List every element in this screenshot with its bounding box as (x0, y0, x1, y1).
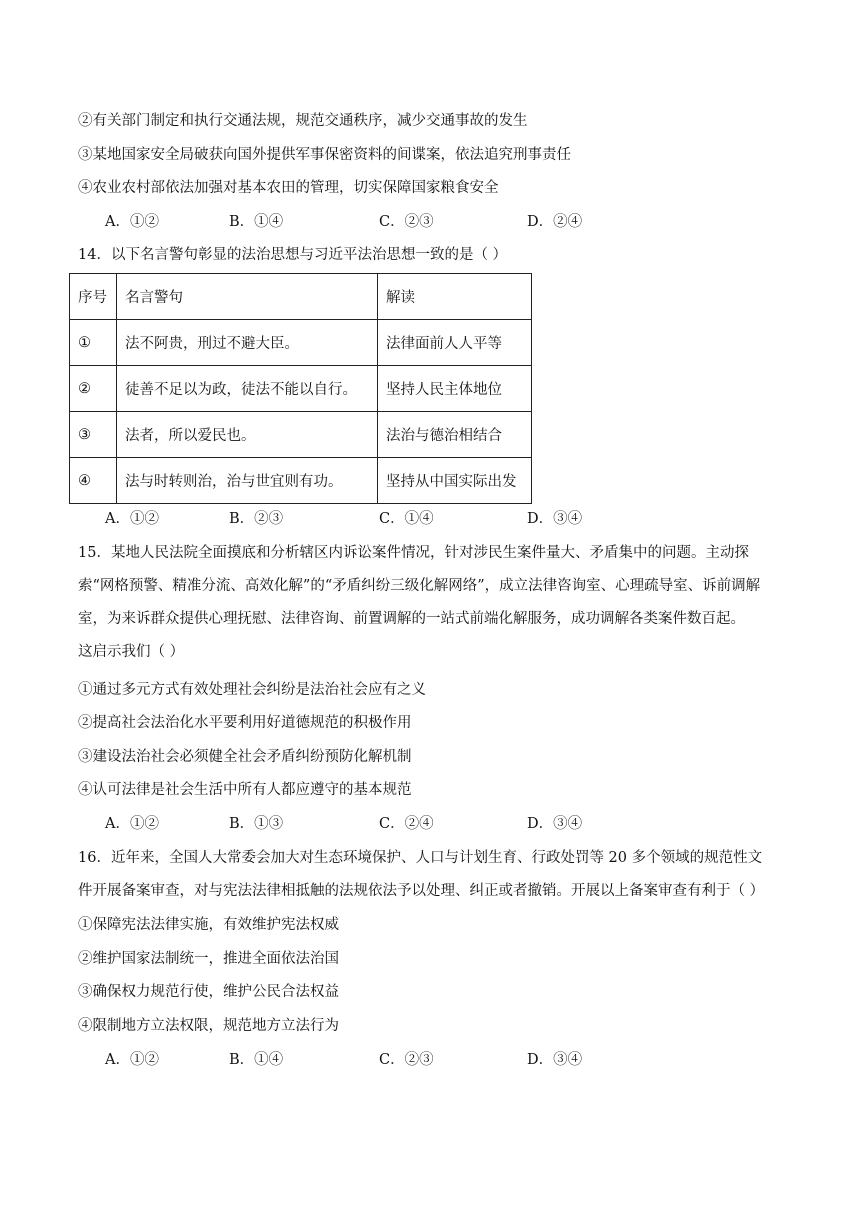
q16-option-d: D．③④ (527, 1052, 583, 1068)
q15-option-c: C．②④ (379, 816, 434, 832)
q14-option-a: A．①② (105, 511, 159, 527)
q16-option-c: C．②③ (379, 1052, 434, 1068)
q15-stem-line: 室，为来诉群众提供心理抚慰、法律咨询、前置调解的一站式前端化解服务，成功调解各类案件数百起。 (78, 611, 745, 627)
header-number: 序号 (70, 274, 117, 320)
row-quote: 法与时转则治，治与世宜则有功。 (117, 458, 378, 504)
q16-stem (78, 842, 788, 908)
row-number: ① (70, 320, 117, 366)
q15-stem-line: 这启示我们（ ） (78, 644, 185, 660)
row-interpretation: 法律面前人人平等 (378, 320, 532, 366)
q16-item-1: ①保障宪法法律实施，有效维护宪法权威 (78, 917, 339, 933)
q14-option-b: B．②③ (229, 511, 284, 527)
q16-item-3: ③确保权力规范行使，维护公民合法权益 (78, 984, 339, 1000)
q16-item-4: ④限制地方立法权限，规范地方立法行为 (78, 1018, 339, 1034)
q15-option-a: A．①② (105, 816, 159, 832)
row-number: ④ (70, 458, 117, 504)
row-quote: 徒善不足以为政，徒法不能以自行。 (117, 366, 378, 412)
q15-option-b: B．①③ (229, 816, 284, 832)
q15-stem-line: 15．某地人民法院全面摸底和分析辖区内诉讼案件情况，针对涉民生案件量大、矛盾集中的问题。主动探 (78, 545, 749, 561)
q13-option-a: A．①② (105, 214, 159, 230)
table-row (70, 366, 532, 412)
row-interpretation: 坚持人民主体地位 (378, 366, 532, 412)
row-interpretation: 坚持从中国实际出发 (378, 458, 532, 504)
row-quote: 法者，所以爱民也。 (117, 412, 378, 458)
q14-option-d: D．③④ (527, 511, 583, 527)
q13-item-3: ③某地国家安全局破获向国外提供军事保密资料的间谍案，依法追究刑事责任 (78, 147, 571, 163)
q13-option-d: D．②④ (527, 214, 583, 230)
quote-table (69, 273, 532, 504)
q16-option-b: B．①④ (229, 1052, 284, 1068)
q15-item-1: ①通过多元方式有效处理社会纠纷是法治社会应有之义 (78, 682, 426, 698)
q16-stem-line: 件开展备案审查，对与宪法法律相抵触的法规依法予以处理、纠正或者撤销。开展以上备案审查有利于（ ） (78, 883, 765, 899)
row-quote: 法不阿贵，刑过不避大臣。 (117, 320, 378, 366)
table-header-row (70, 274, 532, 320)
q13-option-c: C．②③ (379, 214, 434, 230)
header-interpretation: 解读 (378, 274, 532, 320)
q13-options (105, 212, 705, 232)
row-number: ② (70, 366, 117, 412)
q15-option-d: D．③④ (527, 816, 583, 832)
q13-option-b: B．①④ (229, 214, 284, 230)
table-row (70, 412, 532, 458)
q15-stem-line: 索“网格预警、精准分流、高效化解”的“矛盾纠纷三级化解网络”，成立法律咨询室、心理疏导室、诉前调解 (78, 578, 761, 594)
q15-stem (78, 537, 788, 669)
table-row (70, 320, 532, 366)
q15-item-4: ④认可法律是社会生活中所有人都应遵守的基本规范 (78, 782, 412, 798)
q14-option-c: C．①④ (379, 511, 434, 527)
q14-options (105, 509, 705, 529)
q16-option-a: A．①② (105, 1052, 159, 1068)
q13-item-4: ④农业农村部依法加强对基本农田的管理，切实保障国家粮食安全 (78, 180, 499, 196)
q15-item-2: ②提高社会法治化水平要利用好道德规范的积极作用 (78, 715, 412, 731)
table-row (70, 458, 532, 504)
q15-item-3: ③建设法治社会必须健全社会矛盾纠纷预防化解机制 (78, 749, 412, 765)
row-interpretation: 法治与德治相结合 (378, 412, 532, 458)
q14-stem: 14．以下名言警句彰显的法治思想与习近平法治思想一致的是（ ） (78, 247, 508, 263)
q15-options (105, 814, 705, 834)
header-quote: 名言警句 (117, 274, 378, 320)
q13-item-2: ②有关部门制定和执行交通法规，规范交通秩序，减少交通事故的发生 (78, 113, 528, 129)
q16-item-2: ②维护国家法制统一，推进全面依法治国 (78, 951, 339, 967)
q16-stem-line: 16．近年来，全国人大常委会加大对生态环境保护、人口与计划生育、行政处罚等 20 多个领域的规范性文 (78, 850, 763, 866)
row-number: ③ (70, 412, 117, 458)
q16-options (105, 1050, 705, 1070)
